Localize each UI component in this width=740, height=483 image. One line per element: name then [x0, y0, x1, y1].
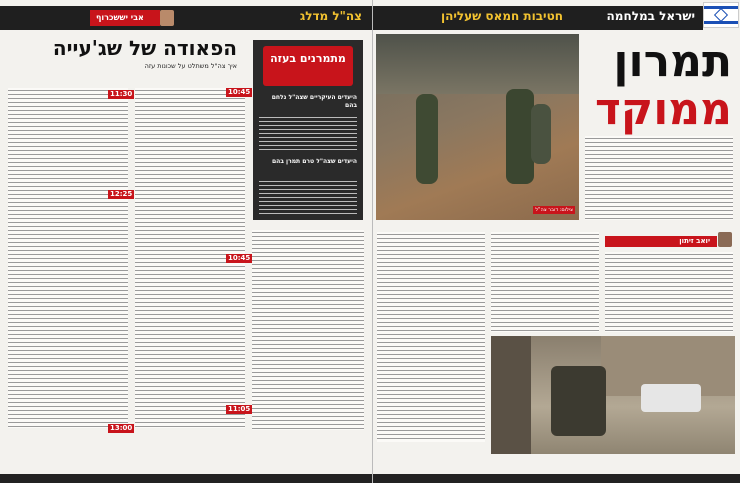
right-page: [373, 0, 740, 483]
right-author-photo: [718, 232, 732, 247]
right-headline-line1: תמרון: [613, 36, 732, 87]
left-top-bar-title: צה"ל מדלג: [299, 9, 362, 23]
right-column-1: [377, 232, 485, 442]
left-footer: [0, 474, 372, 483]
info-box-section-2: היעדים שצה"ל טרם תמרן בהם: [272, 158, 357, 165]
israel-flag-icon: [703, 2, 739, 28]
soldiers-photo: צילום: דובר צה"ל: [376, 34, 579, 220]
time-tag: 11:05: [228, 405, 251, 413]
right-lead: [585, 136, 733, 220]
author-photo: [160, 10, 174, 26]
right-column-2: [491, 232, 599, 332]
right-footer: [373, 474, 740, 483]
left-column-1: [8, 88, 128, 428]
time-tag: 10:45: [228, 88, 251, 96]
right-column-3: [605, 252, 733, 332]
time-tag: 12:25: [110, 190, 133, 198]
info-box-section-1: היעדים העיקריים שצה"ל נלחם בהם: [271, 94, 357, 109]
time-tag: 13:00: [110, 424, 133, 432]
right-author: יואב זיתון: [679, 237, 710, 245]
left-column-3: [252, 230, 364, 430]
info-box-list-1: [259, 114, 357, 152]
right-headline-line2: ממוקד: [594, 84, 732, 135]
left-subheadline: איך צה"ל משתלט על שכונות עזה: [144, 62, 237, 70]
right-top-bar-subtitle: חטיבות חמאס שעליהן: [441, 9, 563, 23]
left-headline: הפאודה של שג'עייה: [52, 36, 237, 60]
left-top-bar: [0, 6, 372, 30]
info-box: [253, 40, 363, 220]
right-top-bar: [373, 6, 703, 30]
time-tag: 10:45: [228, 254, 251, 262]
info-box-list-2: [259, 178, 357, 214]
time-tag: 11:30: [110, 90, 133, 98]
info-box-title: מתמרנים בעזה: [270, 52, 346, 65]
street-photo: [491, 336, 735, 454]
left-author: אבי יששכרוף: [96, 13, 144, 22]
right-top-bar-title: ישראל במלחמה: [606, 9, 695, 23]
